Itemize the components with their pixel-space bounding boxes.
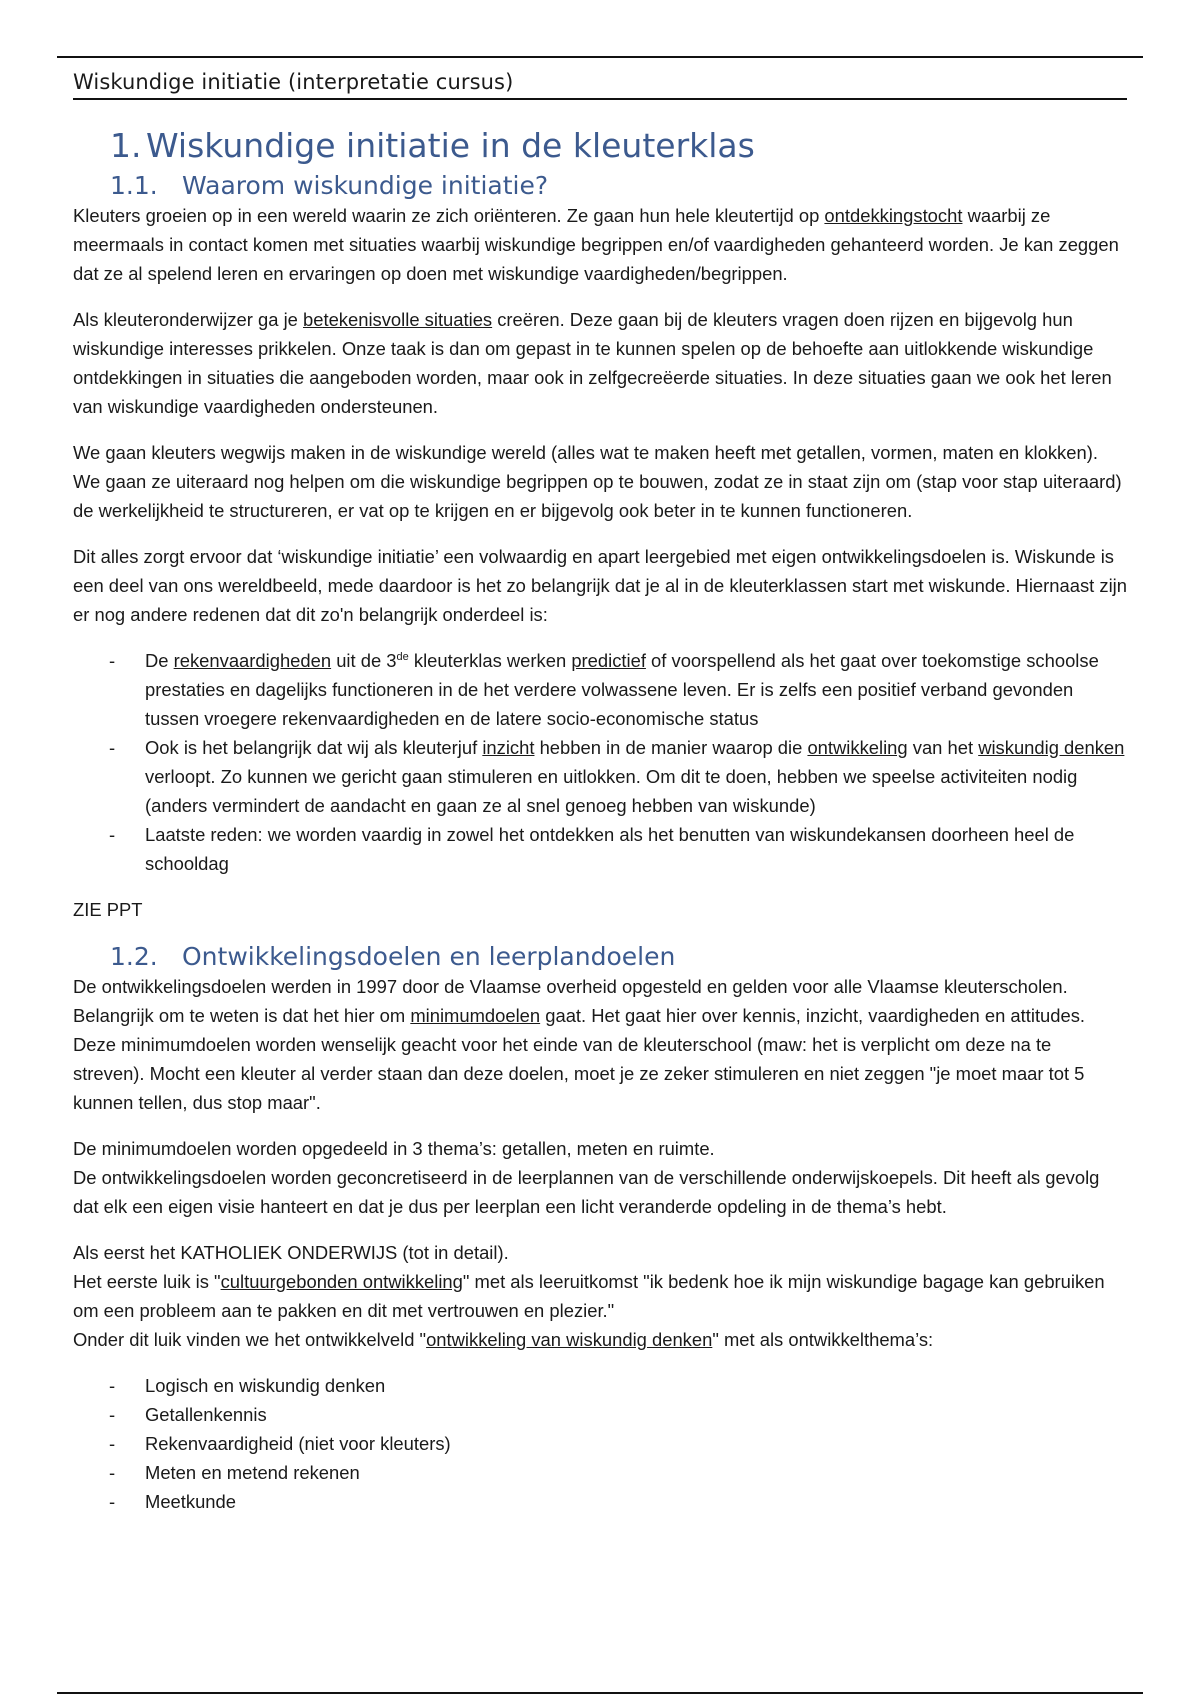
text-run: De ontwikkelingsdoelen werden in 1997 door de Vlaamse overheid opgesteld en gelden voor alle Vlaamse kleuterscholen. Belangrijk om te weten is dat het hier om [73, 976, 1068, 1026]
bullet-dash: - [109, 1491, 116, 1512]
list-item [73, 820, 1127, 878]
text-run: verloopt. Zo kunnen we gericht gaan stimuleren en uitlokken. Om dit te doen, hebben we speelse activiteiten nodig (anders vermindert de aandacht en gaan ze al snel genoeg hebben van wiskunde) [145, 766, 1078, 816]
heading-1 [110, 122, 1127, 170]
text-run: of voorspellend als het gaat over toekomstige schoolse prestaties en dagelijks functioneren in de het verdere volwassene leven. Er is zelfs een positief verband gevonden tussen vroegere rekenvaardigheden en de latere socio-economische status [145, 650, 1099, 729]
bullet-dash: - [109, 1433, 116, 1454]
bottom-rule [57, 1692, 1143, 1694]
heading-1-title: Wiskundige initiatie in de kleuterklas [146, 126, 755, 165]
text-run: kleuterklas werken [408, 650, 572, 671]
list-item [73, 1487, 1127, 1516]
text-run: Laatste reden: we worden vaardig in zowel het ontdekken als het benutten van wiskundekansen doorheen heel de schooldag [145, 824, 1075, 874]
document-body [73, 122, 1127, 1533]
list-item [73, 733, 1127, 820]
text-run: Onder dit luik vinden we het ontwikkelveld " [73, 1329, 427, 1350]
underlined-term: rekenvaardigheden [173, 650, 332, 671]
text-run: van het [907, 737, 979, 758]
paragraph [73, 201, 1127, 288]
heading-1-2-number: 1.2. [110, 942, 158, 971]
underlined-term: ontdekkingstocht [824, 205, 963, 226]
theme-label: Meten en metend rekenen [145, 1462, 360, 1483]
text-run: hebben in de manier waarop die [534, 737, 808, 758]
paragraph: De minimumdoelen worden opgedeeld in 3 thema’s: getallen, meten en ruimte. [73, 1138, 715, 1159]
list-item [73, 1371, 1127, 1400]
theme-label: Getallenkennis [145, 1404, 267, 1425]
see-ppt-note: ZIE PPT [73, 899, 143, 920]
top-rule [57, 56, 1143, 58]
paragraph [73, 305, 1127, 421]
text-run: gaat. Het gaat hier over kennis, inzicht, vaardigheden en attitudes. Deze minimumdoelen worden wenselijk geacht voor het einde van de kleuterschool (maw: het is verplicht om deze na te streven). Mocht een kleuter al verder staan dan deze doelen, moet je ze zeker stimuleren en niet zeggen "je moet maar tot 5 kunnen tellen, dus stop maar". [73, 1005, 1086, 1113]
paragraph: We gaan kleuters wegwijs maken in de wiskundige wereld (alles wat te maken heeft met getallen, vormen, maten en klokken). We gaan ze uiteraard nog helpen om die wiskundige begrippen op te bouwen, zodat ze in staat zijn om (stap voor stap uiteraard) de werkelijkheid te structureren, er vat op te krijgen en er bijgevolg ook beter in te kunnen functioneren. [73, 442, 1122, 521]
themes-list [73, 1371, 1127, 1516]
paragraph: Als eerst het KATHOLIEK ONDERWIJS (tot in detail). [73, 1242, 509, 1263]
text-run: Het eerste luik is " [73, 1271, 221, 1292]
list-item [73, 1400, 1127, 1429]
heading-1-1 [110, 170, 1127, 201]
underlined-term: minimumdoelen [410, 1005, 541, 1026]
paragraph [73, 972, 1127, 1117]
document-header: Wiskundige initiatie (interpretatie cursus) [73, 70, 1127, 100]
theme-label: Meetkunde [145, 1491, 236, 1512]
paragraph [73, 1325, 1127, 1354]
heading-1-2 [110, 941, 1127, 972]
text-run: " met als leeruitkomst "ik bedenk hoe ik mijn wiskundige bagage kan gebruiken om een probleem aan te pakken en dit met vertrouwen en plezier." [73, 1271, 1105, 1321]
text-run: " met als ontwikkelthema’s: [712, 1329, 934, 1350]
heading-1-2-title: Ontwikkelingsdoelen en leerplandoelen [182, 942, 676, 971]
list-item [73, 1458, 1127, 1487]
list-item [73, 646, 1127, 733]
bullet-dash: - [109, 650, 116, 671]
underlined-term: ontwikkeling van wiskundig denken [426, 1329, 713, 1350]
paragraph [73, 1267, 1127, 1325]
text-run: Ook is het belangrijk dat wij als kleuterjuf [145, 737, 483, 758]
text-run: Kleuters groeien op in een wereld waarin ze zich oriënteren. Ze gaan hun hele kleutertijd op [73, 205, 825, 226]
bullet-dash: - [109, 1462, 116, 1483]
text-run: uit de 3 [331, 650, 397, 671]
underlined-term: ontwikkeling [807, 737, 908, 758]
underlined-term: inzicht [482, 737, 535, 758]
underlined-term: betekenisvolle situaties [303, 309, 493, 330]
underlined-term: cultuurgebonden ontwikkeling [220, 1271, 463, 1292]
heading-1-1-number: 1.1. [110, 171, 158, 200]
theme-label: Logisch en wiskundig denken [145, 1375, 386, 1396]
paragraph: Dit alles zorgt ervoor dat ‘wiskundige initiatie’ een volwaardig en apart leergebied met eigen ontwikkelingsdoelen is. Wiskunde is een deel van ons wereldbeeld, mede daardoor is het zo belangrijk dat je al in de kleuterklassen start met wiskunde. Hiernaast zijn er nog andere redenen dat dit zo'n belangrijk onderdeel is: [73, 546, 1127, 625]
paragraph: De ontwikkelingsdoelen worden geconcretiseerd in de leerplannen van de verschillende onderwijskoepels. Dit heeft als gevolg dat elk een eigen visie hanteert en dat je dus per leerplan een licht veranderde opdeling in de thema’s hebt. [73, 1167, 1100, 1217]
reasons-list [73, 646, 1127, 878]
theme-label: Rekenvaardigheid (niet voor kleuters) [145, 1433, 451, 1454]
list-item [73, 1429, 1127, 1458]
text-run: waarbij ze meermaals in contact komen met situaties waarbij wiskundige begrippen en/of vaardigheden gehanteerd worden. Je kan zeggen dat ze al spelend leren en ervaringen op doen met wiskundige vaardigheden/begrippen. [73, 205, 1119, 284]
bullet-dash: - [109, 737, 116, 758]
underlined-term: wiskundig denken [978, 737, 1125, 758]
bullet-dash: - [109, 1375, 116, 1396]
text-run: De [145, 650, 174, 671]
text-run: creëren. Deze gaan bij de kleuters vragen doen rijzen en bijgevolg hun wiskundige interesses prikkelen. Onze taak is dan om gepast in te kunnen spelen op de behoefte aan uitlokkende wiskundige ontdekkingen in situaties die aangeboden worden, maar ook in zelfgecreëerde situaties. In deze situaties gaan we ook het leren van wiskundige vaardigheden ondersteunen. [73, 309, 1112, 417]
superscript: de [396, 651, 409, 663]
underlined-term: predictief [571, 650, 646, 671]
text-run: Als kleuteronderwijzer ga je [73, 309, 303, 330]
heading-1-number: 1. [110, 126, 142, 165]
heading-1-1-title: Waarom wiskundige initiatie? [182, 171, 549, 200]
bullet-dash: - [109, 1404, 116, 1425]
bullet-dash: - [109, 824, 116, 845]
